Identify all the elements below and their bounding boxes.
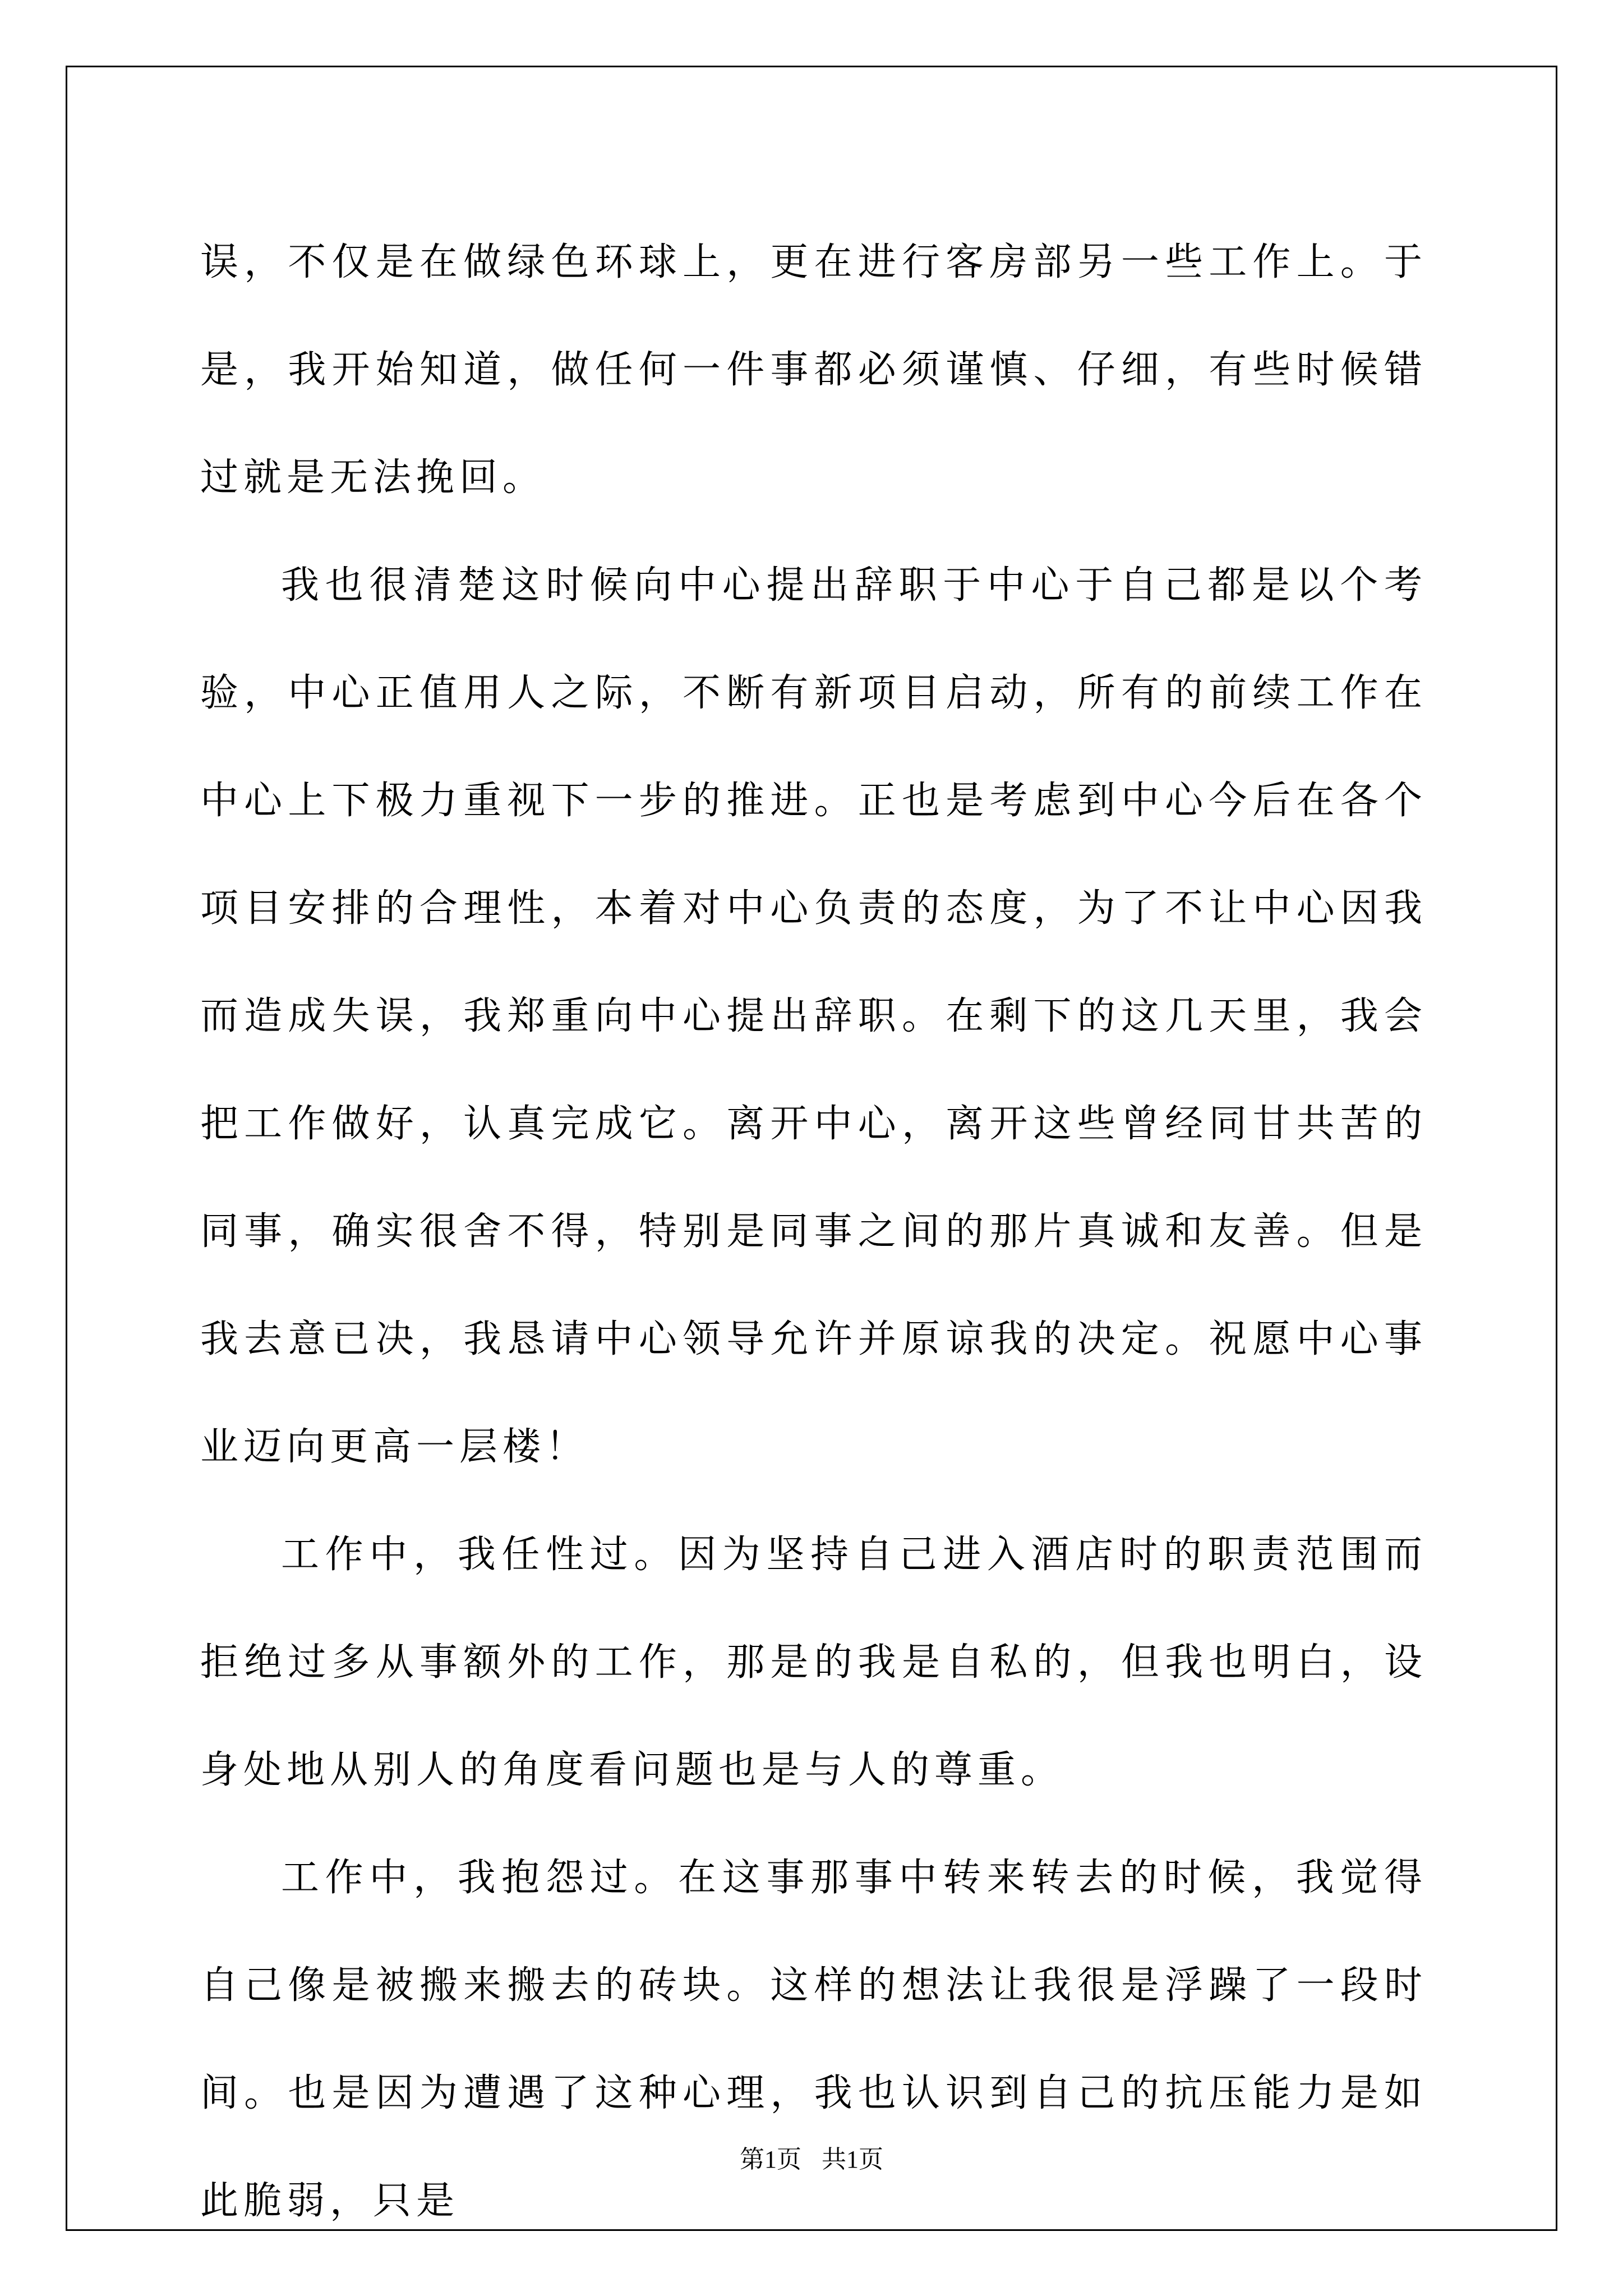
page-number: 第1页 <box>740 2146 801 2173</box>
page-footer <box>0 2143 1623 2177</box>
paragraph-2: 我也很清楚这时候向中心提出辞职于中心于自己都是以个考验，中心正值用人之际，不断有新项目启动，所有的前续工作在中心上下极力重视下一步的推进。正也是考虑到中心今后在各个项目安排的合理性，本着对中心负责的态度，为了不让中心因我而造成失误，我郑重向中心提出辞职。在剩下的这几天里，我会把工作做好，认真完成它。离开中心，离开这些曾经同甘共苦的同事，确实很舍不得，特别是同事之间的那片真诚和友善。但是我去意已决，我恳请中心领导允许并原谅我的决定。祝愿中心事业迈向更高一层楼！ <box>200 563 1427 1469</box>
paragraph-1: 误，不仅是在做绿色环球上，更在进行客房部另一些工作上。于是，我开始知道，做任何一件事都必须谨慎、仔细，有些时候错过就是无法挽回。 <box>200 240 1427 500</box>
document-body <box>200 209 1427 2255</box>
paragraph-4: 工作中，我抱怨过。在这事那事中转来转去的时候，我觉得自己像是被搬来搬去的砖块。这样的想法让我很是浮躁了一段时间。也是因为遭遇了这种心理，我也认识到自己的抗压能力是如此脆弱，只是 <box>200 1856 1427 2223</box>
page-total: 共1页 <box>822 2146 883 2173</box>
paragraph-3: 工作中，我任性过。因为坚持自己进入酒店时的职责范围而拒绝过多从事额外的工作，那是的我是自私的，但我也明白，设身处地从别人的角度看问题也是与人的尊重。 <box>200 1533 1427 1792</box>
